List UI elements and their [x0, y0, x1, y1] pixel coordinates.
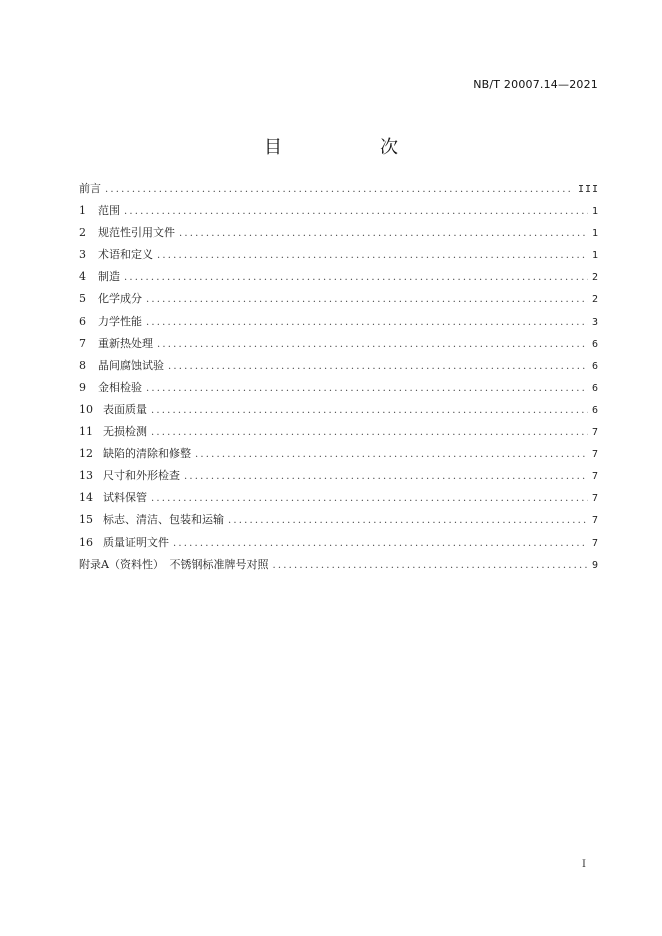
toc-page-number: 6 [591, 404, 599, 416]
toc-page-number: III [577, 184, 599, 195]
toc-number: 15 [79, 513, 93, 527]
toc-number: 4 [79, 270, 86, 284]
dot-leader [105, 179, 574, 201]
toc-entry-6[interactable] [79, 311, 599, 333]
toc-page-number: 9 [591, 559, 599, 571]
toc-label: 试料保管 [103, 491, 147, 505]
toc-page-number: 7 [591, 449, 599, 461]
dot-leader [146, 312, 588, 334]
page-title: 目 次 [264, 137, 438, 158]
toc-number: 9 [79, 380, 86, 394]
toc-number: 2 [79, 226, 86, 240]
toc-entry-1[interactable] [79, 200, 599, 222]
toc-page-number: 7 [591, 493, 599, 505]
toc-page-number: 1 [591, 228, 599, 240]
toc-label: 无损检测 [103, 425, 147, 439]
dot-leader [151, 422, 588, 444]
toc-page-number: 6 [591, 338, 599, 350]
dot-leader [173, 533, 588, 555]
toc-page-number: 6 [591, 360, 599, 372]
dot-leader [272, 555, 588, 577]
toc-label: 范围 [98, 204, 120, 218]
toc-label: 重新热处理 [98, 336, 153, 350]
toc-entry-8[interactable] [79, 355, 599, 377]
dot-leader [124, 201, 588, 223]
dot-leader [195, 444, 588, 466]
dot-leader [124, 267, 588, 289]
toc-label: 标志、清洁、包装和运输 [103, 513, 224, 527]
toc-label: 化学成分 [98, 292, 142, 306]
toc-number: 6 [79, 314, 86, 328]
toc-number: 5 [79, 292, 86, 306]
toc-number: 13 [79, 469, 93, 483]
page-number: I [582, 859, 586, 870]
toc-number: 14 [79, 491, 93, 505]
toc-number: 12 [79, 447, 93, 461]
toc-entry-15[interactable] [79, 509, 599, 531]
dot-leader [168, 356, 588, 378]
toc-page-number: 7 [591, 427, 599, 439]
toc-page-number: 7 [591, 537, 599, 549]
toc-number: 7 [79, 336, 86, 350]
dot-leader [146, 378, 588, 400]
dot-leader [179, 223, 588, 245]
toc-entry-16[interactable] [79, 532, 599, 554]
dot-leader [157, 334, 588, 356]
toc-entry-13[interactable] [79, 465, 599, 487]
toc-label: 制造 [98, 270, 120, 284]
toc-label: 前言 [79, 182, 101, 195]
toc-entry-9[interactable] [79, 377, 599, 399]
toc-page-number: 1 [591, 250, 599, 262]
toc-page-number: 2 [591, 272, 599, 284]
toc-entry-10[interactable] [79, 399, 599, 421]
toc-number: 16 [79, 535, 93, 549]
toc-page-number: 2 [591, 294, 599, 306]
toc-label: 术语和定义 [98, 248, 153, 262]
toc-label: 金相检验 [98, 380, 142, 394]
toc-page-number: 6 [591, 382, 599, 394]
toc-page-number: 7 [591, 515, 599, 527]
dot-leader [184, 466, 588, 488]
toc-entry-11[interactable] [79, 421, 599, 443]
toc-entry-annex-a[interactable] [79, 554, 599, 576]
standard-code: NB/T 20007.14—2021 [473, 78, 598, 91]
toc-page-number: 1 [591, 206, 599, 218]
table-of-contents [79, 178, 599, 576]
toc-number: 1 [79, 204, 86, 218]
toc-entry-14[interactable] [79, 487, 599, 509]
toc-entry-2[interactable] [79, 222, 599, 244]
toc-entry-7[interactable] [79, 333, 599, 355]
toc-page-number: 3 [591, 316, 599, 328]
dot-leader [157, 245, 588, 267]
toc-label: 规范性引用文件 [98, 226, 175, 240]
toc-entry-5[interactable] [79, 288, 599, 310]
toc-entry-foreword[interactable] [79, 178, 599, 200]
toc-label: 尺寸和外形检查 [103, 469, 180, 483]
toc-number: 10 [79, 402, 93, 416]
dot-leader [228, 510, 588, 532]
toc-number: 8 [79, 358, 86, 372]
dot-leader [146, 289, 588, 311]
toc-label: 缺陷的清除和修整 [103, 447, 191, 461]
toc-entry-12[interactable] [79, 443, 599, 465]
toc-number: 3 [79, 248, 86, 262]
toc-entry-4[interactable] [79, 266, 599, 288]
dot-leader [151, 400, 588, 422]
dot-leader [151, 488, 588, 510]
toc-number: 11 [79, 425, 93, 439]
toc-label: 质量证明文件 [103, 535, 169, 549]
toc-label: 附录A（资料性） 不锈钢标准牌号对照 [79, 557, 269, 571]
toc-entry-3[interactable] [79, 244, 599, 266]
toc-page-number: 7 [591, 471, 599, 483]
toc-label: 表面质量 [103, 402, 147, 416]
toc-label: 力学性能 [98, 314, 142, 328]
toc-label: 晶间腐蚀试验 [98, 358, 164, 372]
